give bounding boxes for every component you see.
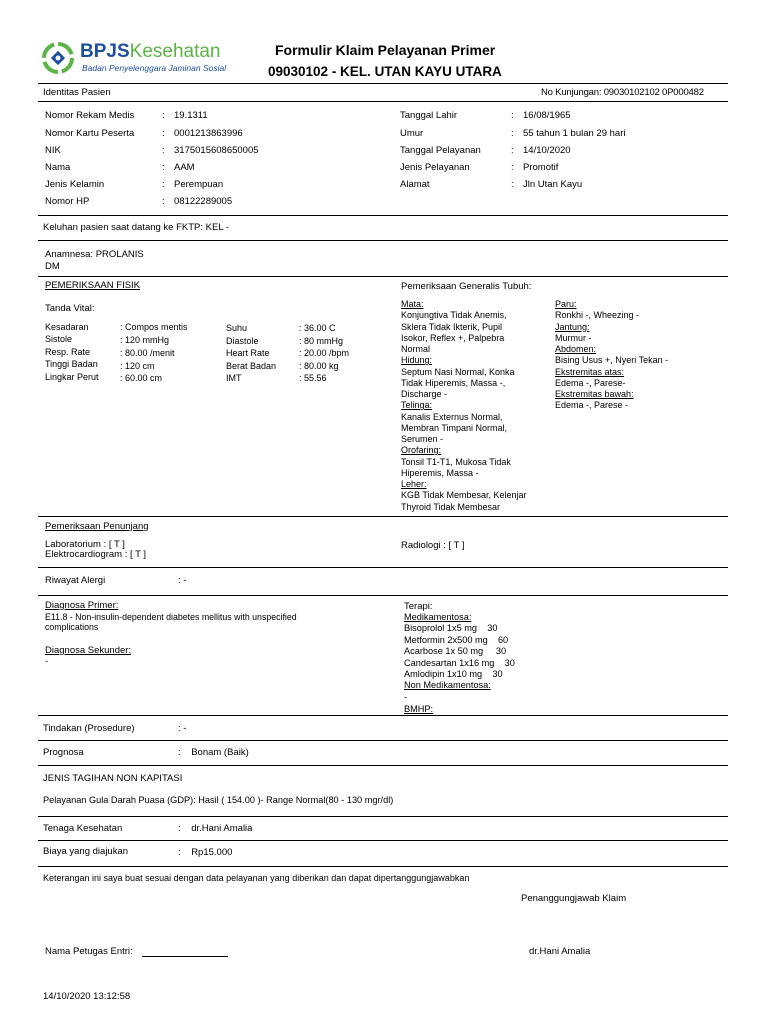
general-exam-col-2	[555, 299, 668, 412]
id-colon: :	[162, 196, 165, 207]
vital-value: : Compos mentis	[120, 322, 188, 332]
non-medication-value: -	[404, 691, 408, 702]
secondary-diagnosis-heading: Diagnosa Sekunder:	[45, 645, 132, 656]
id-label: Nama	[45, 162, 71, 173]
general-exam-line: Ekstremitas bawah:	[555, 389, 634, 399]
general-exam-col-1	[401, 299, 527, 513]
id-label: Nomor Rekam Medis	[45, 110, 135, 121]
anamnesis-line-1: Anamnesa: PROLANIS	[45, 249, 144, 260]
health-worker-label: Tenaga Kesehatan	[43, 823, 123, 834]
therapy-heading: Terapi:	[404, 601, 433, 612]
non-capitation-line: Pelayanan Gula Darah Puasa (GDP): Hasil ( 154.00 )- Range Normal(80 - 130 mgr/dl)	[43, 795, 394, 805]
logo-brand-kesehatan: Kesehatan	[129, 41, 221, 62]
id-value: 14/10/2020	[523, 145, 571, 156]
vital-value: : 20.00 /bpm	[299, 348, 350, 358]
id-colon: :	[511, 128, 514, 139]
id-value: 16/08/1965	[523, 110, 571, 121]
vital-label: Berat Badan	[226, 361, 277, 371]
general-exam-line: Mata:	[401, 299, 424, 309]
general-exam-line: Ronkhi -, Wheezing -	[555, 310, 640, 321]
vital-value: : 55.56	[299, 373, 327, 383]
id-label: Tanggal Pelayanan	[400, 145, 481, 156]
allergy-label: Riwayat Alergi	[45, 575, 106, 586]
procedure-value: : -	[178, 723, 187, 734]
general-exam-line: Isokor, Reflex +, Palpebra	[401, 332, 505, 343]
id-label: Tanggal Lahir	[400, 110, 458, 121]
medication-item: Candesartan 1x16 mg 30	[404, 657, 515, 668]
general-exam-line: Leher:	[401, 479, 427, 489]
id-label: Nomor Kartu Peserta	[45, 128, 135, 139]
medication-item: Metformin 2x500 mg 60	[404, 634, 509, 645]
id-value: Promotif	[523, 162, 559, 173]
id-label: Alamat	[400, 179, 430, 190]
medication-heading: Medikamentosa:	[404, 612, 472, 622]
id-value: 55 tahun 1 bulan 29 hari	[523, 128, 626, 139]
general-exam-line: Murmur -	[555, 332, 592, 343]
general-exam-line: Telinga:	[401, 400, 433, 411]
general-exam-line: Orofaring:	[401, 445, 442, 456]
general-exam-line: Serumen -	[401, 434, 444, 444]
id-value: 19.1311	[174, 110, 208, 121]
allergy-value: : -	[178, 575, 187, 586]
cost-value: : Rp15.000	[178, 847, 233, 858]
general-exam-line: Edema -, Parese -	[555, 400, 629, 411]
bmhp-heading: BMHP:	[404, 704, 434, 715]
vital-value: : 80 mmHg	[299, 336, 344, 346]
complaint-text: Keluhan pasien saat datang ke FKTP: KEL -	[43, 222, 230, 233]
general-exam-line: Paru:	[555, 299, 577, 309]
medication-item: Bisoprolol 1x5 mg 30	[404, 623, 498, 634]
medication-item: Acarbose 1x 50 mg 30	[404, 646, 507, 657]
vital-value: : 80.00 kg	[299, 361, 339, 371]
primary-diagnosis-heading: Diagnosa Primer:	[45, 600, 119, 611]
id-colon: :	[511, 145, 514, 156]
id-colon: :	[162, 162, 165, 173]
entry-officer-label: Nama Petugas Entri:	[45, 946, 133, 957]
prognosis-label: Prognosa	[43, 747, 84, 758]
id-colon: :	[162, 179, 165, 190]
id-colon: :	[511, 179, 514, 190]
general-exam-line: Tonsil T1-T1, Mukosa Tidak	[401, 456, 511, 467]
general-exam-line: Tidak Hiperemis, Massa -,	[401, 377, 506, 388]
medication-item: Amlodipin 1x10 mg 30	[404, 669, 503, 680]
primary-diagnosis-line-2: complications	[45, 622, 99, 632]
general-exam-line: Edema -, Parese-	[555, 377, 626, 388]
visit-number: No Kunjungan: 09030102102 0P000482	[541, 87, 704, 98]
id-colon: :	[162, 110, 165, 121]
ecg-result: Elektrocardiogram : [ T ]	[45, 549, 147, 560]
health-worker-value: : dr.Hani Amalia	[178, 823, 253, 834]
general-exam-line: Hiperemis, Massa -	[401, 467, 479, 478]
identity-section-label: Identitas Pasien	[43, 87, 111, 98]
vital-label: Tinggi Badan	[45, 359, 98, 369]
bpjs-emblem-icon	[42, 42, 74, 74]
secondary-diagnosis-value: -	[45, 656, 49, 667]
vital-value: : 80.00 /menit	[120, 348, 175, 358]
vital-label: Suhu	[226, 323, 248, 333]
vital-label: Resp. Rate	[45, 347, 91, 357]
general-exam-line: Thyroid Tidak Membesar	[401, 501, 501, 512]
general-exam-line: KGB Tidak Membesar, Kelenjar	[401, 490, 527, 501]
cost-label: Biaya yang diajukan	[43, 846, 129, 857]
non-capitation-heading: JENIS TAGIHAN NON KAPITASI	[43, 773, 183, 784]
id-label: Umur	[400, 128, 424, 139]
prognosis-value: : Bonam (Baik)	[178, 747, 249, 758]
id-label: Jenis Kelamin	[45, 179, 105, 190]
general-exam-line: Normal	[401, 344, 431, 354]
therapy-list	[404, 612, 515, 716]
radiology-result: Radiologi : [ T ]	[401, 540, 465, 551]
id-label: Jenis Pelayanan	[400, 162, 470, 173]
general-exam-line: Abdomen:	[555, 344, 597, 354]
signer-name: dr.Hani Amalia	[529, 946, 591, 957]
vital-label: IMT	[226, 373, 242, 383]
general-exam-line: Bising Usus +, Nyeri Tekan -	[555, 355, 669, 366]
general-exam-line: Septum Nasi Normal, Konka	[401, 366, 515, 377]
support-exam-heading: Pemeriksaan Penunjang	[45, 521, 149, 532]
general-exam-line: Kanalis Externus Normal,	[401, 411, 503, 422]
form-subtitle: 09030102 - KEL. UTAN KAYU UTARA	[268, 64, 502, 79]
logo-tagline: Badan Penyelenggara Jaminan Sosial	[82, 63, 227, 73]
id-value: AAM	[174, 162, 195, 173]
general-exam-line: Jantung:	[555, 321, 590, 332]
procedure-label: Tindakan (Prosedure)	[43, 723, 135, 734]
vitals-label: Tanda Vital:	[45, 303, 95, 314]
id-colon: :	[511, 162, 514, 173]
vital-value: : 120 mmHg	[120, 335, 170, 345]
general-exam-line: Ekstremitas atas:	[555, 366, 625, 377]
vital-label: Kesadaran	[45, 322, 89, 332]
responsible-label: Penanggungjawab Klaim	[521, 893, 627, 904]
general-exam-line: Konjungtiva Tidak Anemis,	[401, 310, 507, 321]
general-exam-heading: Pemeriksaan Generalis Tubuh:	[401, 281, 532, 292]
lab-result: Laboratorium : [ T ]	[45, 539, 125, 550]
physical-exam-heading: PEMERIKSAAN FISIK	[45, 280, 141, 291]
id-value: 0001213863996	[174, 128, 243, 139]
non-medication-heading: Non Medikamentosa:	[404, 680, 491, 691]
primary-diagnosis-line-1: E11.8 - Non-insulin-dependent diabetes mellitus with unspecified	[45, 612, 297, 622]
general-exam-line: Sklera Tidak Ikterik, Pupil	[401, 321, 503, 332]
id-value: 08122289005	[174, 196, 233, 207]
id-value: Jln Utan Kayu	[523, 179, 583, 190]
print-timestamp: 14/10/2020 13:12:58	[43, 991, 131, 1002]
id-label: Nomor HP	[45, 196, 90, 207]
vital-value: : 60.00 cm	[120, 373, 163, 383]
general-exam-line: Membran Timpani Normal,	[401, 422, 508, 433]
form-title: Formulir Klaim Pelayanan Primer	[275, 42, 496, 58]
vital-value: : 36.00 C	[299, 323, 336, 333]
id-colon: :	[162, 145, 165, 156]
bpjs-logo	[40, 40, 225, 76]
id-colon: :	[162, 128, 165, 139]
logo-brand-bpjs: BPJS	[80, 41, 130, 62]
id-value: Perempuan	[174, 179, 224, 190]
anamnesis-line-2: DM	[45, 261, 60, 272]
vital-value: : 120 cm	[120, 361, 155, 371]
vital-label: Diastole	[226, 336, 259, 346]
general-exam-line: Discharge -	[401, 389, 448, 399]
id-value: 3175015608650005	[174, 145, 259, 156]
id-label: NIK	[45, 145, 61, 156]
general-exam-line: Hidung:	[401, 355, 433, 366]
vital-label: Heart Rate	[226, 348, 270, 358]
vital-label: Sistole	[45, 334, 73, 344]
id-colon: :	[511, 110, 514, 121]
vital-label: Lingkar Perut	[45, 372, 99, 382]
statement-text: Keterangan ini saya buat sesuai dengan data pelayanan yang diberikan dan dapat dipertanggungjawabkan	[43, 873, 470, 883]
entry-officer-signature-line	[142, 956, 228, 957]
